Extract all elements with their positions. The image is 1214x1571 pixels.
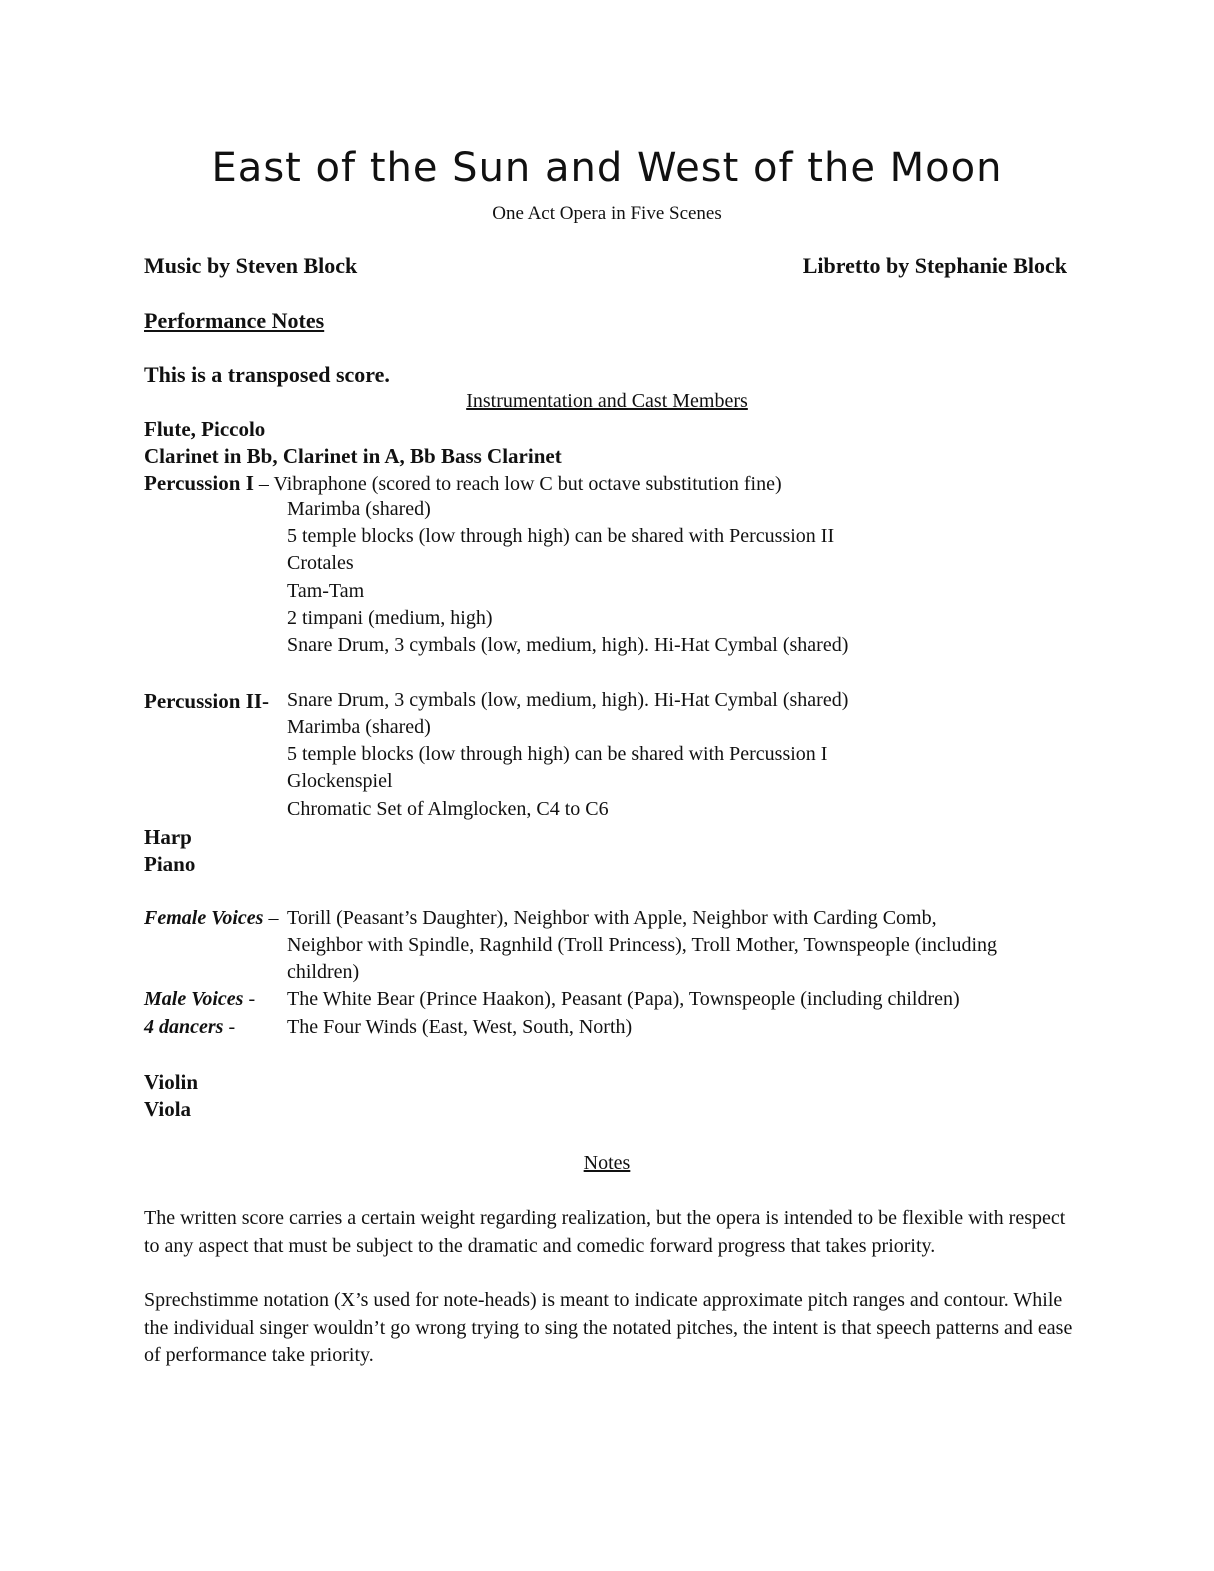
percussion-2-row — [144, 689, 269, 714]
male-voices-text: The White Bear (Prince Haakon), Peasant (Papa), Townspeople (including children) — [287, 988, 960, 1010]
female-voices-label: Female Voices — [144, 907, 264, 929]
percussion-2-label: Percussion II- — [144, 689, 270, 713]
dancers-separator: - — [223, 1016, 236, 1038]
percussion-2-item: Chromatic Set of Almglocken, C4 to C6 — [287, 798, 609, 820]
percussion-1-item: Vibraphone (scored to reach low C but octave substitution fine) — [273, 473, 782, 495]
instrumentation-heading: Instrumentation and Cast Members — [466, 390, 748, 412]
piano-line: Piano — [144, 852, 196, 876]
percussion-1-row — [144, 471, 782, 496]
music-credit: Music by Steven Block — [144, 253, 358, 278]
viola-line: Viola — [144, 1097, 192, 1121]
female-voices-separator: – — [263, 907, 279, 929]
percussion-1-item: 2 timpani (medium, high) — [287, 607, 493, 629]
male-voices-row — [144, 988, 255, 1011]
percussion-1-label: Percussion I — [144, 471, 254, 495]
violin-line: Violin — [144, 1070, 199, 1094]
performance-notes-heading: Performance Notes — [144, 308, 325, 333]
transposed-score-note: This is a transposed score. — [144, 362, 390, 387]
percussion-1-item: Tam-Tam — [287, 580, 365, 602]
percussion-1-separator: – — [253, 473, 274, 495]
page-subtitle: One Act Opera in Five Scenes — [492, 203, 722, 224]
dancers-row — [144, 1016, 235, 1039]
flute-line: Flute, Piccolo — [144, 417, 266, 441]
female-voices-line: children) — [287, 961, 360, 983]
dancers-text: The Four Winds (East, West, South, North) — [287, 1016, 633, 1038]
female-voices-line: Torill (Peasant’s Daughter), Neighbor with Apple, Neighbor with Carding Comb, — [287, 907, 937, 929]
libretto-credit: Libretto by Stephanie Block — [802, 253, 1067, 278]
harp-line: Harp — [144, 825, 192, 849]
female-voices-row — [144, 907, 278, 930]
percussion-1-item: 5 temple blocks (low through high) can be shared with Percussion II — [287, 525, 835, 547]
male-voices-separator: - — [243, 988, 256, 1010]
percussion-1-item: Marimba (shared) — [287, 498, 431, 520]
notes-heading: Notes — [583, 1152, 631, 1174]
percussion-2-item: Marimba (shared) — [287, 716, 431, 738]
percussion-2-item: Snare Drum, 3 cymbals (low, medium, high). Hi-Hat Cymbal (shared) — [287, 689, 849, 711]
notes-paragraph: Sprechstimme notation (X’s used for note-heads) is meant to indicate approximate pitch ranges and contour. While the individual singer wouldn’t go wrong trying to sing the notated pitches, the intent is that speech patterns and ease of performance take priority. — [144, 1289, 1073, 1366]
percussion-2-item: 5 temple blocks (low through high) can be shared with Percussion I — [287, 743, 828, 765]
percussion-1-item: Snare Drum, 3 cymbals (low, medium, high). Hi-Hat Cymbal (shared) — [287, 634, 849, 656]
clarinet-line: Clarinet in Bb, Clarinet in A, Bb Bass Clarinet — [144, 444, 562, 468]
dancers-label: 4 dancers — [144, 1016, 224, 1038]
page-title: East of the Sun and West of the Moon — [211, 145, 1003, 191]
female-voices-line: Neighbor with Spindle, Ragnhild (Troll Princess), Troll Mother, Townspeople (including — [287, 934, 998, 956]
percussion-2-item: Glockenspiel — [287, 770, 393, 792]
notes-paragraph: The written score carries a certain weight regarding realization, but the opera is intended to be flexible with respect to any aspect that must be subject to the dramatic and comedic forward progress that takes priority. — [144, 1207, 1066, 1257]
percussion-1-item: Crotales — [287, 552, 354, 574]
male-voices-label: Male Voices — [144, 988, 244, 1010]
